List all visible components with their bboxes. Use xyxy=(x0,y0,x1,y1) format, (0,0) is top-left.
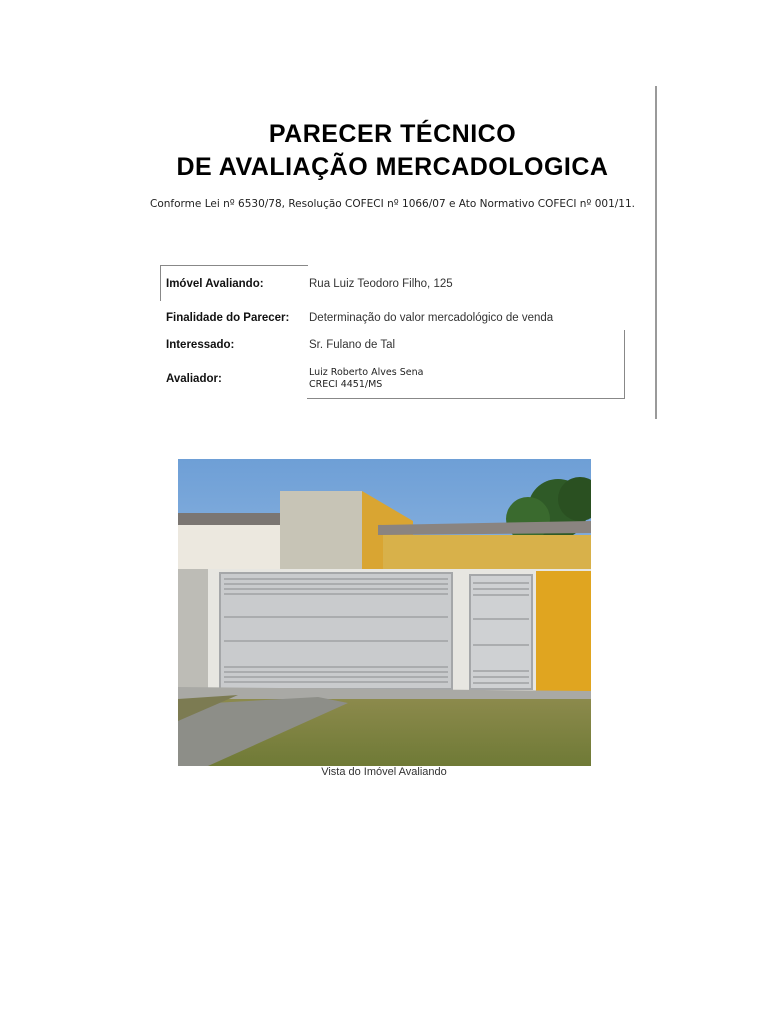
property-photo xyxy=(178,459,591,766)
table-bottom-rule xyxy=(307,398,625,399)
table-right-rule xyxy=(624,330,625,399)
field-value-avaliador-creci: CRECI 4451/MS xyxy=(309,379,383,390)
field-value-imovel: Rua Luiz Teodoro Filho, 125 xyxy=(309,278,453,290)
field-label-imovel: Imóvel Avaliando: xyxy=(166,278,264,290)
field-label-avaliador: Avaliador: xyxy=(166,373,222,385)
field-value-interessado: Sr. Fulano de Tal xyxy=(309,339,396,351)
table-top-rule xyxy=(160,265,308,266)
document-title-line-2: DE AVALIAÇÃO MERCADOLOGICA xyxy=(176,153,609,181)
photo-caption: Vista do Imóvel Avaliando xyxy=(321,766,447,776)
table-left-rule xyxy=(160,265,161,301)
field-label-interessado: Interessado: xyxy=(166,339,235,351)
legal-reference: Conforme Lei nº 6530/78, Resolução COFECI nº 1066/07 e Ato Normativo COFECI nº 001/11. xyxy=(150,198,635,210)
field-value-avaliador-name: Luiz Roberto Alves Sena xyxy=(309,367,424,378)
document-title-line-1: PARECER TÉCNICO xyxy=(268,120,517,148)
field-label-finalidade: Finalidade do Parecer: xyxy=(166,312,290,324)
field-value-finalidade: Determinação do valor mercadológico de venda xyxy=(309,312,554,324)
